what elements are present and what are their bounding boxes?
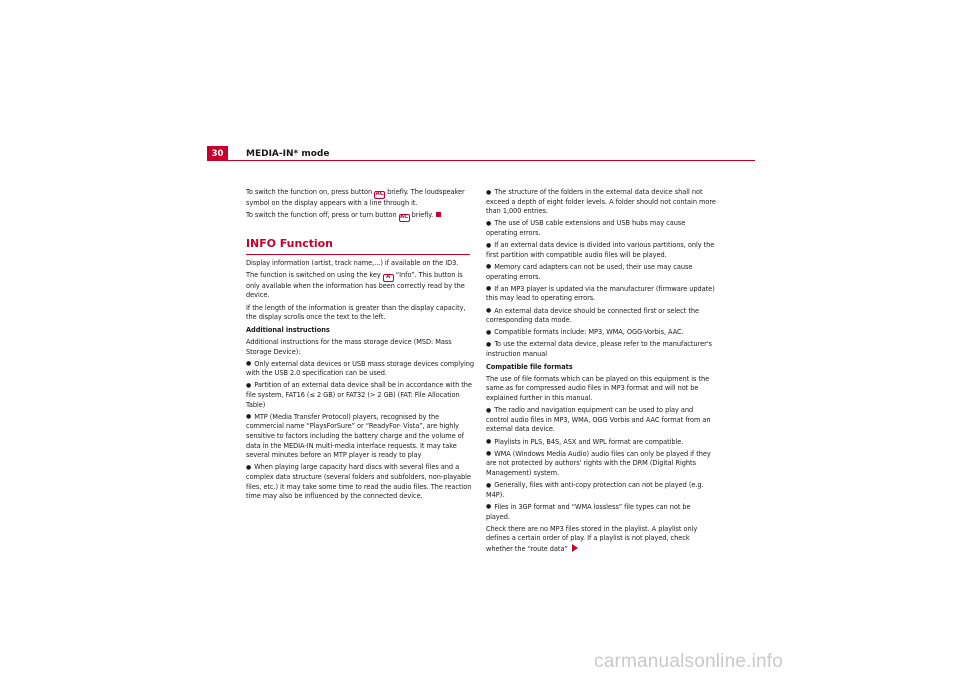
page-number: 30	[207, 146, 228, 161]
list-item: ● The use of USB cable extensions and USB hubs may cause operating errors.	[486, 219, 716, 238]
list-item: ● To use the external data device, please refer to the manufacturer's instruction manual	[486, 340, 716, 359]
intro-switch-off: To switch the function off, press or turn button AC briefly.	[246, 211, 474, 222]
ac-key-icon: AC	[375, 191, 384, 197]
formats-paragraph: The use of file formats which can be played on this equipment is the same as for compressed audio files in MP3 format and will not be explained further in this manual.	[486, 374, 710, 403]
list-item: ● If an MP3 player is updated via the manufacturer (firmware update) this may lead to operating errors.	[486, 285, 716, 304]
list-item: ● Generally, files with anti-copy protection can not be played (e.g. M4P).	[486, 481, 716, 500]
list-item: ● Memory card adapters can not be used, their use may cause operating errors.	[486, 263, 716, 282]
list-item: ● Files in 3GP format and “WMA lossless” file types can not be played.	[486, 503, 716, 522]
list-item: ● If an external data device is divided into various partitions, only the first partition with compatible audio files will be played.	[486, 241, 716, 260]
right-column	[486, 188, 716, 557]
subheading-compatible-file-formats: Compatible file formats	[486, 362, 573, 371]
header-rule	[228, 160, 755, 161]
section-end-icon	[436, 212, 441, 217]
left-column	[246, 188, 474, 504]
list-item: ● Partition of an external data device shall be in accordance with the file system, FAT16 (≤ 2 GB) or FAT32 (> 2 GB) (FAT: File Allocation Table)	[246, 381, 474, 410]
info-paragraph-1: Display information (artist, track name,...) if available on the ID3.	[246, 258, 459, 267]
list-item: ● Compatible formats include: MP3, WMA, OGG-Vorbis, AAC.	[486, 328, 716, 338]
list-item: ● Playlists in PLS, B4S, ASX and WPL format are compatible.	[486, 438, 716, 448]
page-header-title: MEDIA-IN* mode	[246, 149, 330, 159]
ac-key-icon: AC	[400, 213, 409, 220]
list-item: ● WMA (Windows Media Audio) audio files can only be played if they are not protected by authors' rights with the DRM (Digital Rights Management) system.	[486, 450, 716, 479]
intro-switch-on: To switch the function on, press button AC briefly. The loudspeaker symbol on the display appears with a line through it.	[246, 188, 465, 207]
list-item: ● The structure of the folders in the external data device shall not exceed a depth of eight folder levels. A folder should not contain more than 1,000 entries.	[486, 188, 716, 217]
list-item: ● The radio and navigation equipment can be used to play and control audio files in MP3, WMA, OGG Vorbis and AAC format from an external data device.	[486, 406, 716, 435]
watermark: carmanualsonline.info	[594, 651, 784, 672]
info-paragraph-3: If the length of the information is greater than the display capacity, the display scrolls once the text to the left.	[246, 303, 466, 322]
list-item: ● MTP (Media Transfer Protocol) players, recognised by the commercial name “PlaysForSure” or “ReadyFor- Vista”, are highly sensitive to factors including the battery charge and the volume of data in the MEDIA-IN multi-media interface requests. It may take several minutes before an MTP player is ready to play	[246, 413, 474, 461]
list-item: ● Only external data devices or USB mass storage devices complying with the USB 2.0 specification can be used.	[246, 360, 474, 379]
list-item: ● When playing large capacity hard discs with several files and a complex data structure (several folders and subfolders, non-playable files, etc.) it may take some time to read the audio files. The reaction time may also be influenced by the connected device.	[246, 463, 474, 501]
continue-arrow-icon	[572, 544, 578, 552]
list-item: ● An external data device should be connected first or select the corresponding data mode.	[486, 307, 716, 326]
info-paragraph-2: The function is switched on using the key A “Info”. This button is only available when the information has been correctly read by the device.	[246, 270, 465, 300]
playlist-paragraph: Check there are no MP3 files stored in the playlist. A playlist only defines a certain order of play. If a playlist is not played, check whether the “route data”	[486, 524, 698, 553]
section-title: INFO Function	[246, 237, 470, 255]
a-key-icon: A	[383, 274, 394, 282]
subheading-additional-instructions: Additional instructions	[246, 325, 330, 334]
info-paragraph-4: Additional instructions for the mass storage device (MSD: Mass Storage Device):	[246, 337, 452, 356]
